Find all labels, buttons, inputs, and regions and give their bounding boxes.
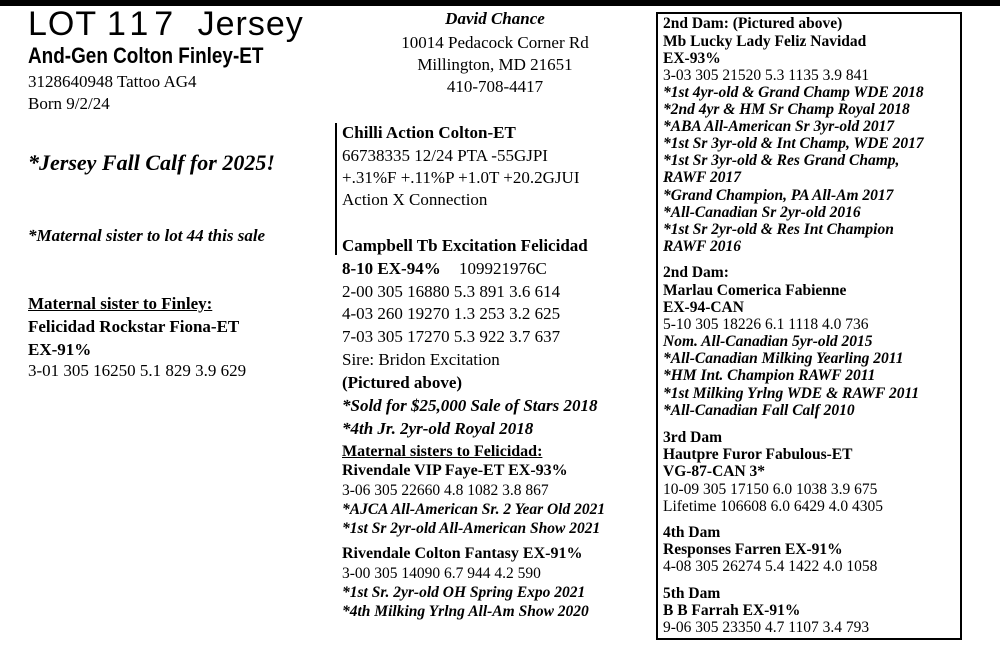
dam-honor: *4th Jr. 2yr-old Royal 2018	[342, 419, 534, 438]
second-dam-b-heading: 2nd Dam:	[663, 264, 729, 281]
second-dam-honor: *2nd 4yr & HM Sr Champ Royal 2018	[663, 101, 910, 118]
third-dam-record: 10-09 305 17150 6.0 1038 3.9 675	[663, 481, 878, 498]
fourth-dam-name: Responses Farren EX-91%	[663, 541, 843, 558]
dam-sire: Sire: Bridon Excitation	[342, 350, 500, 369]
second-dam-name: Mb Lucky Lady Feliz Navidad	[663, 33, 867, 50]
sister-name: Rivendale Colton Fantasy EX-91%	[342, 545, 583, 562]
sister-record: 3-00 305 14090 6.7 944 4.2 590	[342, 565, 541, 582]
second-dam-score: EX-93%	[663, 50, 721, 67]
fifth-dam-record: 9-06 305 23350 4.7 1107 3.4 793	[663, 619, 870, 636]
reg-tattoo: 3128640948 Tattoo AG4	[28, 72, 197, 91]
third-dam-heading: 3rd Dam	[663, 429, 722, 446]
finley-sister-name: Felicidad Rockstar Fiona-ET	[28, 317, 240, 336]
sister-name: Rivendale VIP Faye-ET EX-93%	[342, 462, 568, 479]
dam-name: Campbell Tb Excitation Felicidad	[342, 236, 588, 255]
second-dam-honor: *ABA All-American Sr 3yr-old 2017	[663, 118, 895, 135]
finley-sister-score: EX-91%	[28, 340, 92, 359]
birth-date: Born 9/2/24	[28, 94, 110, 113]
second-dam-honor: *Grand Champion, PA All-Am 2017	[663, 187, 894, 204]
second-dam-honor: *1st 4yr-old & Grand Champ WDE 2018	[663, 84, 924, 101]
lot-breed: Jersey	[197, 5, 304, 43]
dam-record: 7-03 305 17270 5.3 922 3.7 637	[342, 327, 561, 346]
second-dam-b-honor: *1st Milking Yrlng WDE & RAWF 2011	[663, 385, 920, 402]
sire-pedigree: Action X Connection	[342, 190, 488, 209]
sister-honor: *1st Sr 2yr-old All-American Show 2021	[342, 520, 601, 537]
second-dam-record: 3-03 305 21520 5.3 1135 3.9 841	[663, 67, 870, 84]
dam-honor: *Sold for $25,000 Sale of Stars 2018	[342, 396, 598, 415]
sire-pta: 66738335 12/24 PTA -55GJPI	[342, 146, 548, 165]
second-dam-heading: 2nd Dam: (Pictured above)	[663, 15, 843, 32]
sister-record: 3-06 305 22660 4.8 1082 3.8 867	[342, 482, 549, 499]
second-dam-b-honor: Nom. All-Canadian 5yr-old 2015	[663, 333, 873, 350]
dam-reg: 109921976C	[458, 259, 547, 278]
finley-sister-heading: Maternal sister to Finley:	[28, 294, 213, 313]
consignor-name: David Chance	[445, 9, 545, 28]
fourth-dam-record: 4-08 305 26274 5.4 1422 4.0 1058	[663, 558, 878, 575]
sister-honor: *AJCA All-American Sr. 2 Year Old 2021	[342, 501, 606, 518]
sister-honor: *4th Milking Yrlng All-Am Show 2020	[342, 603, 589, 620]
second-dam-b-honor: *All-Canadian Fall Calf 2010	[663, 402, 855, 419]
third-dam-score: VG-87-CAN 3*	[663, 463, 766, 480]
finley-sister-record: 3-01 305 16250 5.1 829 3.9 629	[28, 361, 247, 380]
dam-score-line	[342, 259, 547, 279]
consignor-phone: 410-708-4417	[446, 77, 544, 96]
sire-bracket-line	[335, 123, 337, 255]
second-dam-honor: RAWF 2016	[663, 238, 741, 255]
second-dam-honor: *All-Canadian Sr 2yr-old 2016	[663, 204, 861, 221]
sire-traits: +.31%F +.11%P +1.0T +20.2GJUI	[342, 168, 580, 187]
second-dam-honor: *1st Sr 2yr-old & Res Int Champion	[663, 221, 894, 238]
second-dam-honor: *1st Sr 3yr-old & Int Champ, WDE 2017	[663, 135, 924, 152]
third-dam-lifetime: Lifetime 106608 6.0 6429 4.0 4305	[663, 498, 883, 515]
consignor-address: 10014 Pedacock Corner Rd	[401, 33, 589, 52]
second-dam-b-honor: *All-Canadian Milking Yearling 2011	[663, 350, 904, 367]
second-dam-b-honor: *HM Int. Champion RAWF 2011	[663, 367, 876, 384]
consignor-city: Millington, MD 21651	[417, 55, 573, 74]
third-dam-name: Hautpre Furor Fabulous-ET	[663, 446, 853, 463]
dam-pictured: (Pictured above)	[342, 373, 463, 392]
sire-name: Chilli Action Colton-ET	[342, 123, 516, 142]
sister-honor: *1st Sr. 2yr-old OH Spring Expo 2021	[342, 584, 586, 601]
lot-note: *Maternal sister to lot 44 this sale	[28, 226, 266, 245]
fifth-dam-name: B B Farrah EX-91%	[663, 602, 801, 619]
second-dam-honor: *1st Sr 3yr-old & Res Grand Champ,	[663, 152, 900, 169]
fourth-dam-heading: 4th Dam	[663, 524, 721, 541]
dam-record: 4-03 260 19270 1.3 253 3.2 625	[342, 304, 561, 323]
second-dam-honor: RAWF 2017	[663, 169, 741, 186]
animal-name: And-Gen Colton Finley-ET	[28, 43, 264, 68]
dam-score: 8-10 EX-94%	[342, 259, 441, 278]
second-dam-b-name: Marlau Comerica Fabienne	[663, 282, 847, 299]
second-dam-b-record: 5-10 305 18226 6.1 1118 4.0 736	[663, 316, 869, 333]
lot-highlight: *Jersey Fall Calf for 2025!	[28, 150, 275, 175]
lot-number: 117	[106, 5, 180, 43]
lot-title	[28, 5, 304, 44]
lot-label: LOT	[28, 5, 97, 43]
dam-record: 2-00 305 16880 5.3 891 3.6 614	[342, 282, 561, 301]
fifth-dam-heading: 5th Dam	[663, 585, 721, 602]
felicidad-sisters-heading: Maternal sisters to Felicidad:	[342, 443, 543, 460]
second-dam-b-score: EX-94-CAN	[663, 299, 744, 316]
